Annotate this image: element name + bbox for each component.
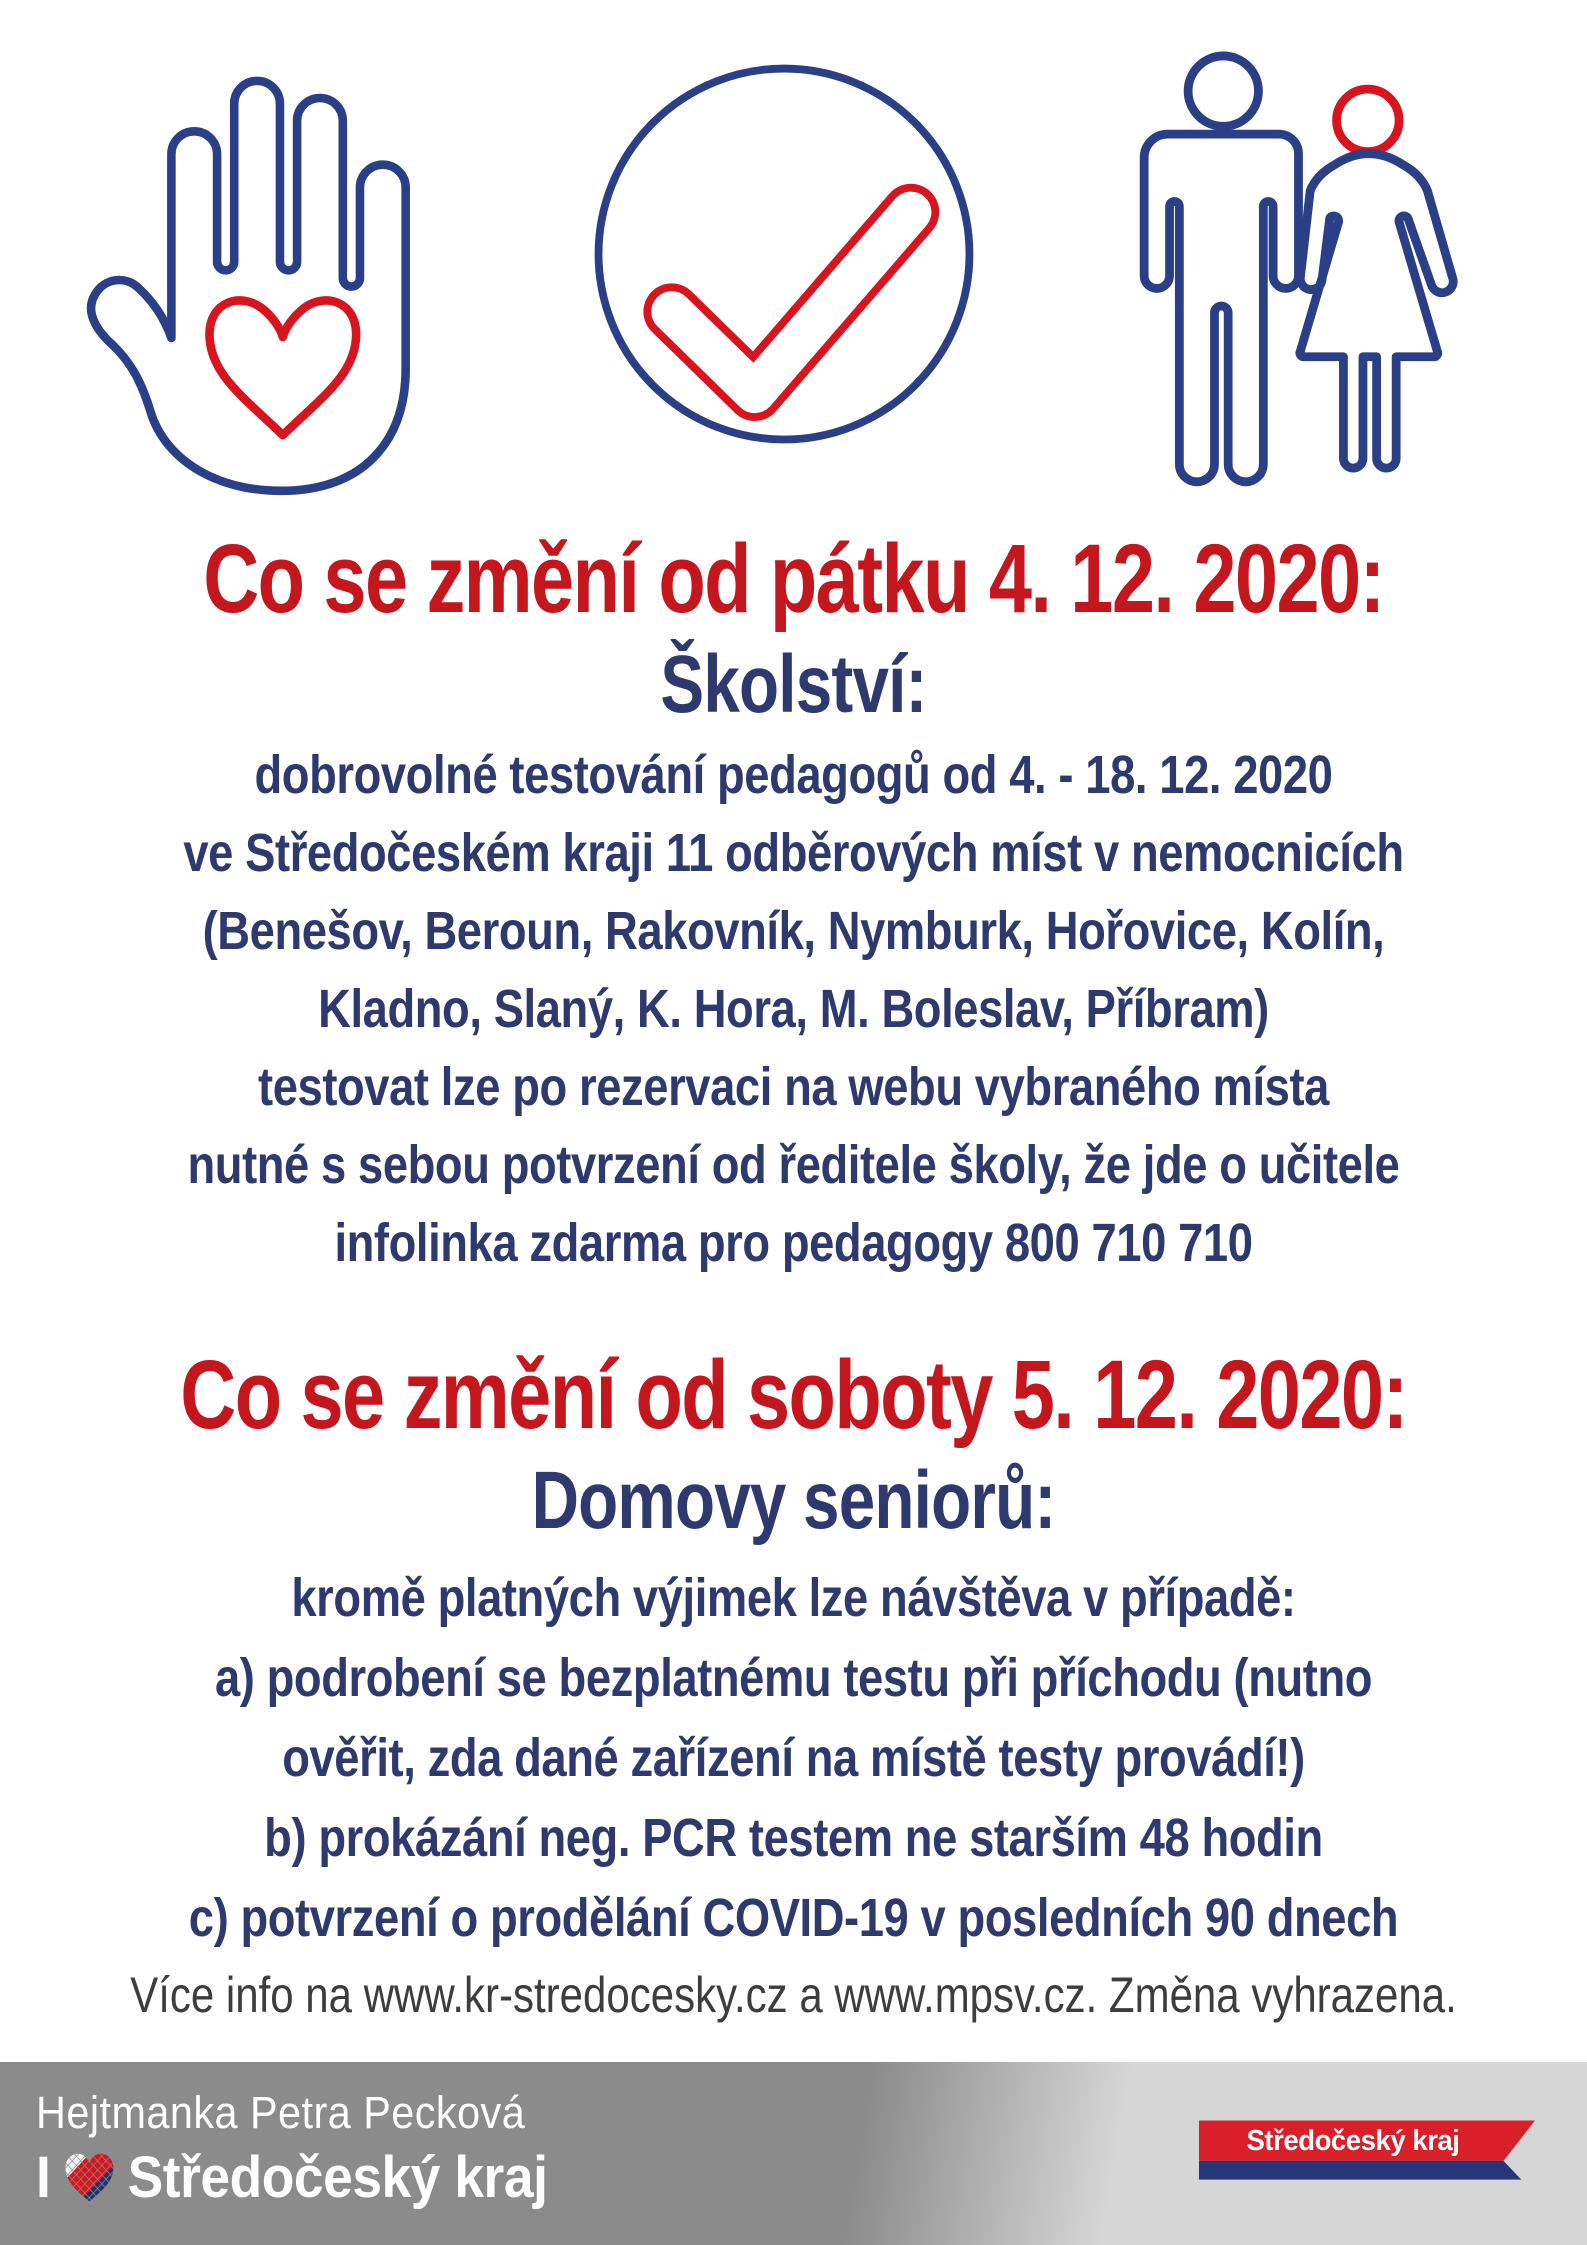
hejtmanka-name: Hejtmanka Petra Pecková (36, 2087, 526, 2138)
text-line: ve Středočeském kraji 11 odběrových míst v nemocnicích (183, 823, 1404, 883)
text-line: infolinka zdarma pro pedagogy 800 710 710 (334, 1213, 1253, 1273)
text-line: a) podrobení se bezplatnému testu při příchodu (nutno (214, 1648, 1373, 1708)
logo-label: Středočeský kraj (1246, 2124, 1460, 2157)
text-line: dobrovolné testování pedagogů od 4. - 18. 12. 2020 (254, 745, 1333, 805)
i-love-region-lockup (36, 2144, 547, 2211)
header-icons-row (0, 40, 1587, 502)
heading-friday: Co se změní od pátku 4. 12. 2020: (203, 524, 1384, 633)
more-info-note: Více info na www.kr-stredocesky.cz a www.mpsv.cz. Změna vyhrazena. (130, 1967, 1457, 2023)
text-line: c) potvrzení o prodělání COVID-19 v posledních 90 dnech (188, 1888, 1399, 1948)
text-line: (Benešov, Beroun, Rakovník, Nymburk, Hořovice, Kolín, (202, 901, 1385, 961)
love-prefix: I (36, 2145, 51, 2210)
subheading-schools: Školství: (660, 639, 927, 730)
pixel-heart-icon (63, 2151, 115, 2205)
footer-branding (36, 2086, 592, 2211)
check-circle-icon (579, 46, 989, 466)
text-line: kromě platných výjimek lze návštěva v případě: (291, 1568, 1296, 1628)
text-line: b) prokázání neg. PCR testem ne starším 48 hodin (264, 1808, 1323, 1868)
friday-text-block (127, 736, 1460, 1282)
hand-heart-icon (59, 54, 459, 502)
stredocesky-kraj-logo (1199, 2120, 1539, 2182)
love-region-name: Středočeský kraj (127, 2145, 548, 2210)
text-line: ověřit, zda dané zařízení na místě testy provádí!) (282, 1728, 1305, 1788)
heading-saturday: Co se změní od soboty 5. 12. 2020: (180, 1340, 1407, 1449)
saturday-text-block (127, 1558, 1460, 1958)
man-woman-icon (1109, 40, 1529, 488)
text-line: Kladno, Slaný, K. Hora, M. Boleslav, Příbram) (318, 979, 1269, 1039)
footer-bar (0, 2062, 1587, 2245)
text-line: nutné s sebou potvrzení od ředitele školy, že jde o učitele (187, 1135, 1400, 1195)
text-line: testovat lze po rezervaci na webu vybraného místa (258, 1057, 1329, 1117)
subheading-senior-homes: Domovy seniorů: (531, 1455, 1056, 1546)
